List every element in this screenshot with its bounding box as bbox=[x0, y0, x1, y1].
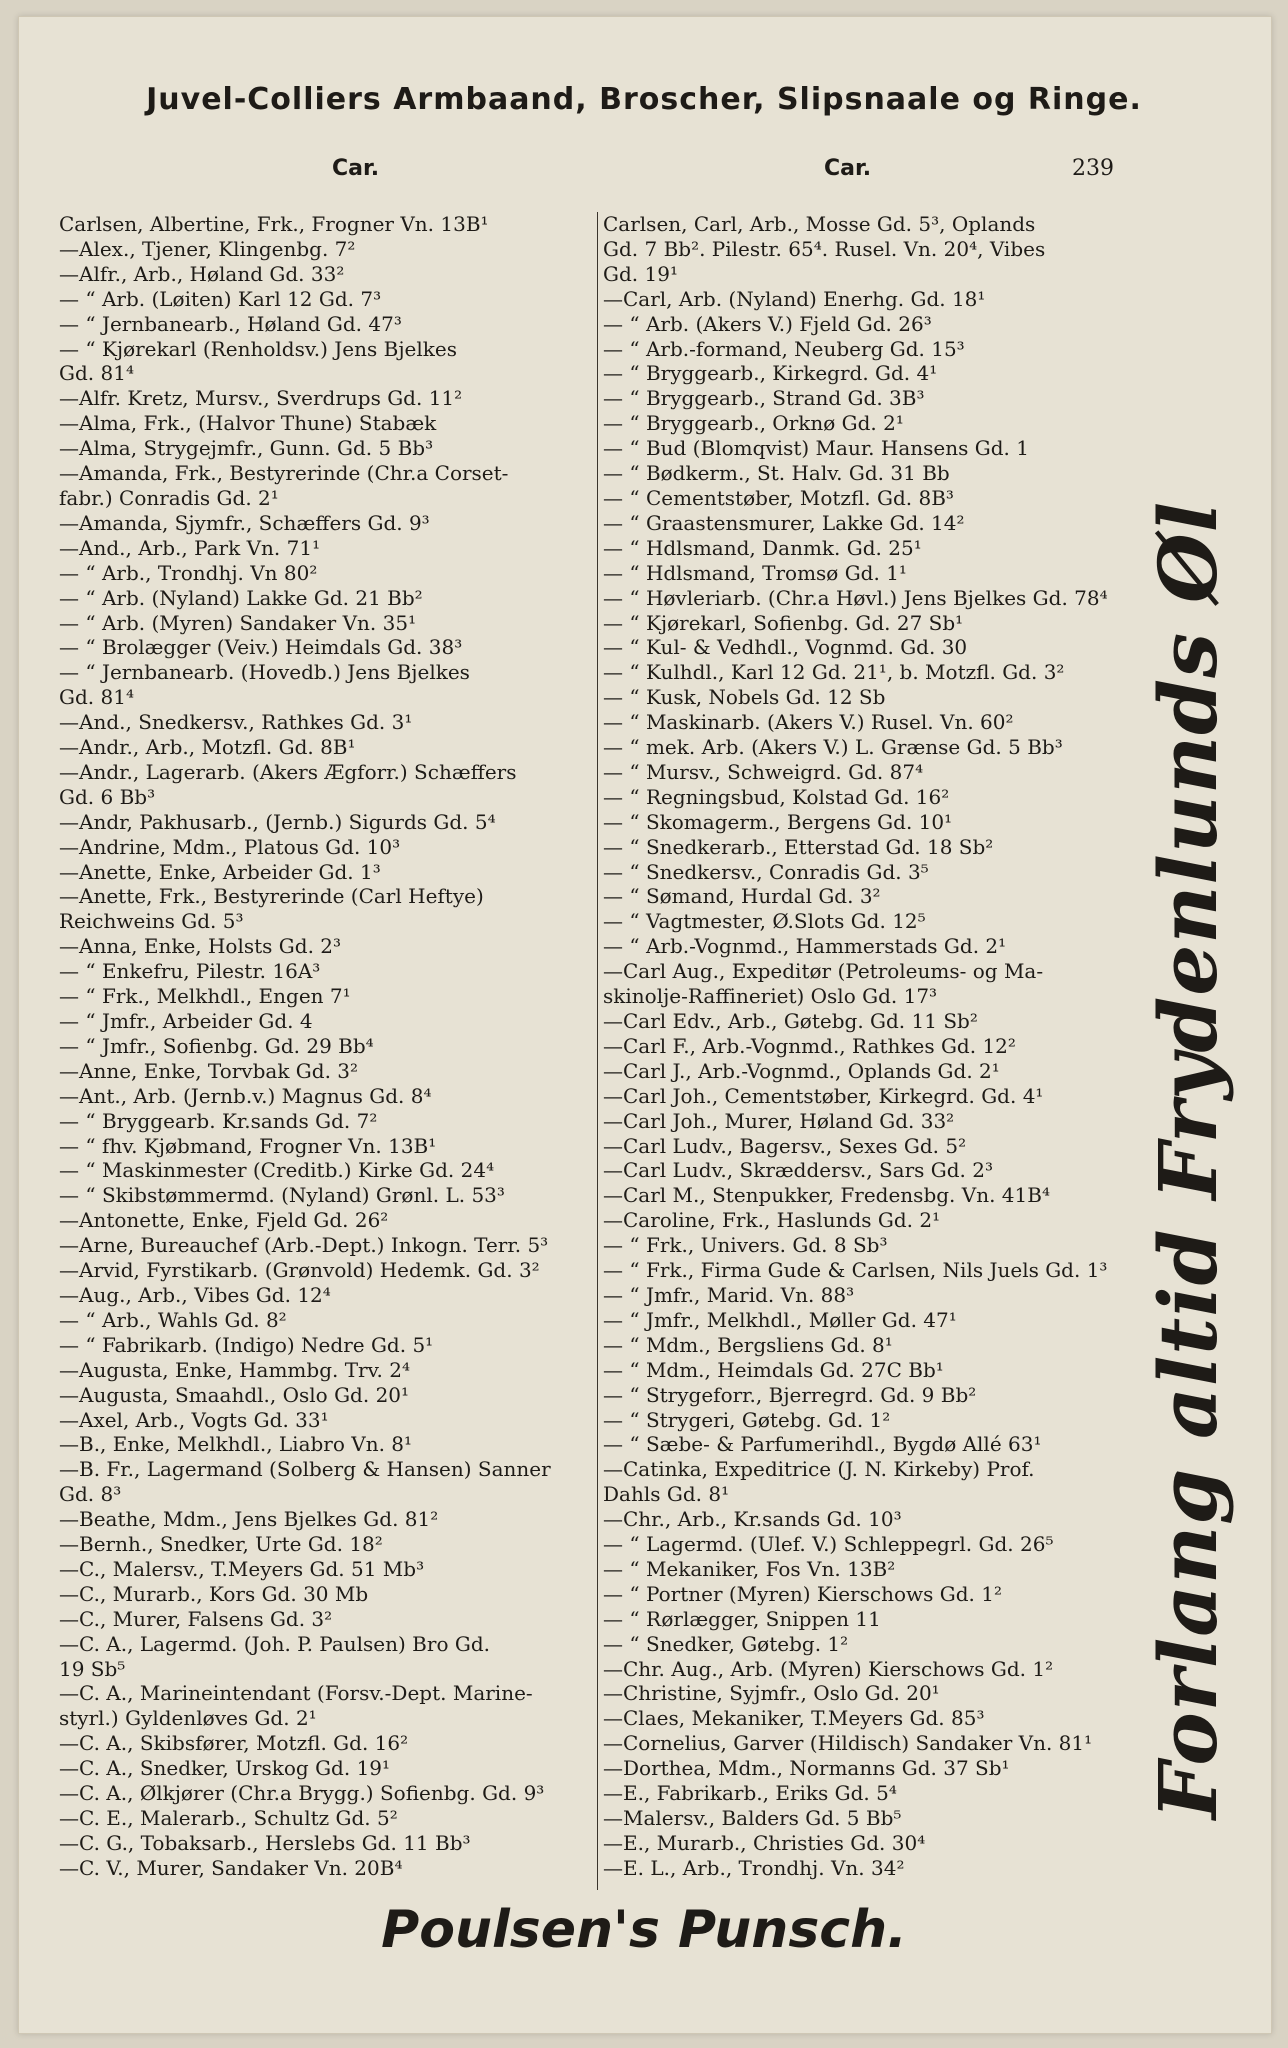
right-column-header: Car. bbox=[824, 156, 872, 181]
directory-entry: — “ Jernbanearb., Høland Gd. 47³ bbox=[59, 311, 402, 336]
directory-entry: —Carl Joh., Murer, Høland Gd. 33² bbox=[603, 1108, 955, 1133]
directory-entry: — “ Frk., Firma Gude & Carlsen, Nils Juels Gd. 1³ bbox=[603, 1258, 1108, 1283]
directory-entry: —Anne, Enke, Torvbak Gd. 3² bbox=[59, 1058, 359, 1083]
directory-entry: — “ Sømand, Hurdal Gd. 3² bbox=[603, 884, 881, 909]
directory-entry: — “ Frk., Univers. Gd. 8 Sb³ bbox=[603, 1233, 888, 1258]
directory-entry: — “ Arb. (Myren) Sandaker Vn. 35¹ bbox=[59, 610, 417, 635]
top-advertisement-banner: Juvel-Colliers Armbaand, Broscher, Slipsnaale og Ringe. bbox=[146, 82, 1142, 117]
directory-entry: Gd. 7 Bb². Pilestr. 65⁴. Rusel. Vn. 20⁴, Vibes bbox=[603, 236, 1046, 261]
directory-entry: — “ Arb.-Vognmd., Hammerstads Gd. 2¹ bbox=[603, 934, 1007, 959]
directory-entry: — “ Strygeri, Gøtebg. Gd. 1² bbox=[603, 1407, 891, 1432]
directory-entry: —Malersv., Balders Gd. 5 Bb⁵ bbox=[603, 1806, 902, 1830]
directory-entry: — “ Mursv., Schweigrd. Gd. 87⁴ bbox=[603, 759, 924, 784]
directory-entry: —Anette, Enke, Arbeider Gd. 1³ bbox=[59, 859, 381, 884]
directory-entry: — “ Snedkersv., Conradis Gd. 3⁵ bbox=[603, 859, 929, 884]
directory-entry: — “ Enkefru, Pilestr. 16A³ bbox=[59, 959, 321, 984]
directory-entry: —Catinka, Expeditrice (J. N. Kirkeby) Prof. bbox=[603, 1457, 1035, 1482]
directory-entry: —Chr., Arb., Kr.sands Gd. 10³ bbox=[603, 1507, 902, 1532]
directory-entry: —Andrine, Mdm., Platous Gd. 10³ bbox=[59, 834, 401, 859]
directory-entry: —Amanda, Sjymfr., Schæffers Gd. 9³ bbox=[59, 510, 430, 535]
directory-entry: — “ Jmfr., Melkhdl., Møller Gd. 47¹ bbox=[603, 1307, 957, 1332]
directory-entry: —And., Snedkersv., Rathkes Gd. 3¹ bbox=[59, 710, 413, 735]
directory-entry: — “ Arb. (Akers V.) Fjeld Gd. 26³ bbox=[603, 311, 932, 336]
directory-entry: — “ mek. Arb. (Akers V.) L. Grænse Gd. 5 Bb³ bbox=[603, 735, 1063, 760]
directory-entry: — “ Arb. (Løiten) Karl 12 Gd. 7³ bbox=[59, 286, 382, 311]
directory-entry: Gd. 81⁴ bbox=[59, 685, 134, 710]
directory-entry: — “ Regningsbud, Kolstad Gd. 16² bbox=[603, 784, 950, 809]
directory-entry: — “ Arb., Trondhj. Vn 80² bbox=[59, 560, 318, 585]
directory-entry: —Carl Edv., Arb., Gøtebg. Gd. 11 Sb² bbox=[603, 1009, 978, 1033]
directory-entry: — “ Skibstømmermd. (Nyland) Grønl. L. 53³ bbox=[59, 1183, 505, 1208]
directory-entry: — “ Arb., Wahls Gd. 8² bbox=[59, 1307, 287, 1332]
directory-entry: —Christine, Syjmfr., Oslo Gd. 20¹ bbox=[603, 1681, 940, 1706]
directory-entry: —Alfr. Kretz, Mursv., Sverdrups Gd. 11² bbox=[59, 386, 463, 411]
directory-entry: — “ Vagtmester, Ø.Slots Gd. 12⁵ bbox=[603, 909, 926, 934]
directory-entry: —Andr, Pakhusarb., (Jernb.) Sigurds Gd. 5⁴ bbox=[59, 809, 496, 834]
directory-entry: —Andr., Lagerarb. (Akers Ægforr.) Schæffers bbox=[59, 759, 517, 784]
directory-entry: —C. G., Tobaksarb., Herslebs Gd. 11 Bb³ bbox=[59, 1830, 471, 1855]
page-number: 239 bbox=[1072, 156, 1114, 181]
directory-entry: —Claes, Mekaniker, T.Meyers Gd. 85³ bbox=[603, 1706, 985, 1731]
directory-entry: styrl.) Gyldenløves Gd. 2¹ bbox=[59, 1706, 317, 1731]
directory-entry: —Carl Ludv., Skræddersv., Sars Gd. 2³ bbox=[603, 1158, 993, 1183]
directory-entry: —Alex., Tjener, Klingenbg. 7² bbox=[59, 236, 356, 261]
directory-entry: —Bernh., Snedker, Urte Gd. 18² bbox=[59, 1532, 383, 1557]
directory-entry: —Alfr., Arb., Høland Gd. 33² bbox=[59, 261, 345, 286]
directory-entry: Dahls Gd. 8¹ bbox=[603, 1482, 730, 1507]
directory-entry: —Carl Joh., Cementstøber, Kirkegrd. Gd. 4¹ bbox=[603, 1083, 1044, 1108]
directory-entry: Gd. 81⁴ bbox=[59, 361, 134, 386]
directory-entry: — “ Jmfr., Marid. Vn. 88³ bbox=[603, 1282, 855, 1307]
directory-entry: —C., Murer, Falsens Gd. 3² bbox=[59, 1606, 333, 1631]
directory-entry: — “ Skomagerm., Bergens Gd. 10¹ bbox=[603, 809, 953, 834]
directory-entry: fabr.) Conradis Gd. 2¹ bbox=[59, 485, 279, 510]
directory-entry: — “ Mdm., Heimdals Gd. 27C Bb¹ bbox=[603, 1357, 944, 1382]
directory-entry: — “ Jernbanearb. (Hovedb.) Jens Bjelkes bbox=[59, 660, 470, 685]
directory-entry: — “ Hdlsmand, Tromsø Gd. 1¹ bbox=[603, 560, 907, 585]
directory-entry: —C., Malersv., T.Meyers Gd. 51 Mb³ bbox=[59, 1556, 425, 1581]
directory-entry: —B., Enke, Melkhdl., Liabro Vn. 8¹ bbox=[59, 1432, 413, 1457]
left-column-header: Car. bbox=[332, 156, 380, 181]
directory-entry: — “ Jmfr., Sofienbg. Gd. 29 Bb⁴ bbox=[59, 1033, 374, 1058]
directory-entry: — “ Kjørekarl, Sofienbg. Gd. 27 Sb¹ bbox=[603, 610, 964, 635]
column-divider bbox=[597, 212, 598, 1890]
directory-entry: —Augusta, Enke, Hammbg. Trv. 2⁴ bbox=[59, 1357, 410, 1382]
directory-entry: — “ Strygeforr., Bjerregrd. Gd. 9 Bb² bbox=[603, 1382, 977, 1407]
directory-entry: —Carl Ludv., Bagersv., Sexes Gd. 5² bbox=[603, 1133, 967, 1158]
directory-entry: —Andr., Arb., Motzfl. Gd. 8B¹ bbox=[59, 735, 356, 760]
directory-entry: — “ Kjørekarl (Renholdsv.) Jens Bjelkes bbox=[59, 336, 457, 361]
directory-entry: — “ Frk., Melkhdl., Engen 7¹ bbox=[59, 984, 351, 1009]
directory-entry: Gd. 19¹ bbox=[603, 261, 678, 286]
directory-entry: —Alma, Frk., (Halvor Thune) Stabæk bbox=[59, 411, 437, 436]
side-advertisement: Forlang altid Frydenlunds Øl bbox=[1141, 500, 1235, 1820]
directory-entry: —C., Murarb., Kors Gd. 30 Mb bbox=[59, 1581, 369, 1606]
directory-entry: — “ Bud (Blomqvist) Maur. Hansens Gd. 1 bbox=[603, 436, 1029, 461]
directory-entry: —E., Murarb., Christies Gd. 30⁴ bbox=[603, 1830, 926, 1855]
directory-entry: — “ Lagermd. (Ulef. V.) Schleppegrl. Gd. 26⁵ bbox=[603, 1532, 1054, 1557]
directory-entry: —B. Fr., Lagermand (Solberg & Hansen) Sanner bbox=[59, 1457, 551, 1482]
directory-entry: — “ Maskinmester (Creditb.) Kirke Gd. 24⁴ bbox=[59, 1158, 495, 1183]
directory-entry: —C. A., Ølkjører (Chr.a Brygg.) Sofienbg. Gd. 9³ bbox=[59, 1781, 545, 1806]
directory-entry: —Carl, Arb. (Nyland) Enerhg. Gd. 18¹ bbox=[603, 286, 986, 311]
directory-entry: —C. E., Malerarb., Schultz Gd. 5² bbox=[59, 1806, 398, 1830]
left-directory-column bbox=[59, 212, 595, 1881]
directory-entry: —E., Fabrikarb., Eriks Gd. 5⁴ bbox=[603, 1781, 897, 1806]
directory-entry: — “ Brolægger (Veiv.) Heimdals Gd. 38³ bbox=[59, 635, 463, 660]
directory-entry: —Beathe, Mdm., Jens Bjelkes Gd. 81² bbox=[59, 1507, 439, 1532]
directory-entry: — “ Mdm., Bergsliens Gd. 8¹ bbox=[603, 1332, 893, 1357]
directory-entry: —Augusta, Smaahdl., Oslo Gd. 20¹ bbox=[59, 1382, 410, 1407]
directory-entry: — “ Fabrikarb. (Indigo) Nedre Gd. 5¹ bbox=[59, 1332, 434, 1357]
directory-entry: — “ Portner (Myren) Kierschows Gd. 1² bbox=[603, 1581, 1002, 1606]
directory-entry: —C. A., Snedker, Urskog Gd. 19¹ bbox=[59, 1756, 391, 1781]
directory-entry: — “ Hdlsmand, Danmk. Gd. 25¹ bbox=[603, 535, 922, 560]
directory-entry: — “ Mekaniker, Fos Vn. 13B² bbox=[603, 1556, 896, 1581]
directory-entry: — “ Bryggearb. Kr.sands Gd. 7² bbox=[59, 1108, 378, 1133]
directory-entry: — “ Cementstøber, Motzfl. Gd. 8B³ bbox=[603, 485, 954, 510]
directory-entry: —C. A., Lagermd. (Joh. P. Paulsen) Bro Gd. bbox=[59, 1631, 490, 1656]
directory-entry: —C. A., Marineintendant (Forsv.-Dept. Marine- bbox=[59, 1681, 533, 1706]
directory-entry: —Carl F., Arb.-Vognmd., Rathkes Gd. 12² bbox=[603, 1033, 1016, 1058]
directory-entry: — “ Kulhdl., Karl 12 Gd. 21¹, b. Motzfl. Gd. 3² bbox=[603, 660, 1065, 685]
directory-entry: Gd. 8³ bbox=[59, 1482, 122, 1507]
directory-entry: —Ant., Arb. (Jernb.v.) Magnus Gd. 8⁴ bbox=[59, 1083, 432, 1108]
directory-entry: —Dorthea, Mdm., Normanns Gd. 37 Sb¹ bbox=[603, 1756, 1010, 1781]
directory-entry: — “ Arb. (Nyland) Lakke Gd. 21 Bb² bbox=[59, 585, 423, 610]
directory-entry: — “ Snedker, Gøtebg. 1² bbox=[603, 1631, 849, 1656]
directory-entry: — “ Bryggearb., Strand Gd. 3B³ bbox=[603, 386, 925, 411]
directory-entry: — “ Kul- & Vedhdl., Vognmd. Gd. 30 bbox=[603, 635, 968, 660]
directory-entry: —Alma, Strygejmfr., Gunn. Gd. 5 Bb³ bbox=[59, 436, 434, 461]
directory-entry: — “ Bødkerm., St. Halv. Gd. 31 Bb bbox=[603, 461, 950, 486]
directory-entry: —Carl Aug., Expeditør (Petroleums- og Ma- bbox=[603, 959, 1044, 984]
directory-entry: —Cornelius, Garver (Hildisch) Sandaker Vn. 81¹ bbox=[603, 1731, 1093, 1756]
directory-entry: Gd. 6 Bb³ bbox=[59, 784, 156, 809]
bottom-advertisement: Poulsen's Punsch. bbox=[381, 1900, 907, 1960]
directory-entry: —C. V., Murer, Sandaker Vn. 20B⁴ bbox=[59, 1855, 403, 1880]
directory-entry: —Arvid, Fyrstikarb. (Grønvold) Hedemk. Gd. 3² bbox=[59, 1258, 540, 1283]
directory-entry: — “ Snedkerarb., Etterstad Gd. 18 Sb² bbox=[603, 834, 994, 859]
directory-entry: — “ Høvleriarb. (Chr.a Høvl.) Jens Bjelkes Gd. 78⁴ bbox=[603, 585, 1108, 610]
directory-entry: — “ Rørlægger, Snippen 11 bbox=[603, 1606, 881, 1631]
directory-entry: —E. L., Arb., Trondhj. Vn. 34² bbox=[603, 1855, 905, 1880]
directory-entry: — “ Bryggearb., Orknø Gd. 2¹ bbox=[603, 411, 904, 436]
directory-entry: —Antonette, Enke, Fjeld Gd. 26² bbox=[59, 1208, 389, 1233]
directory-entry: —Carl M., Stenpukker, Fredensbg. Vn. 41B⁴ bbox=[603, 1183, 1050, 1208]
directory-entry: — “ Jmfr., Arbeider Gd. 4 bbox=[59, 1009, 313, 1033]
directory-entry: — “ Graastensmurer, Lakke Gd. 14² bbox=[603, 510, 965, 535]
directory-entry: — “ Kusk, Nobels Gd. 12 Sb bbox=[603, 685, 886, 710]
directory-entry: — “ Arb.-formand, Neuberg Gd. 15³ bbox=[603, 336, 965, 361]
directory-entry: —Carl J., Arb.-Vognmd., Oplands Gd. 2¹ bbox=[603, 1058, 1000, 1083]
directory-entry: —Arne, Bureauchef (Arb.-Dept.) Inkogn. Terr. 5³ bbox=[59, 1233, 549, 1258]
directory-entry: 19 Sb⁵ bbox=[59, 1656, 126, 1681]
directory-entry: —Chr. Aug., Arb. (Myren) Kierschows Gd. 1² bbox=[603, 1656, 1054, 1681]
directory-entry: —And., Arb., Park Vn. 71¹ bbox=[59, 535, 321, 560]
directory-entry: — “ Sæbe- & Parfumerihdl., Bygdø Allé 63¹ bbox=[603, 1432, 1042, 1457]
directory-entry: —Axel, Arb., Vogts Gd. 33¹ bbox=[59, 1407, 329, 1432]
directory-entry: Carlsen, Carl, Arb., Mosse Gd. 5³, Oplands bbox=[603, 212, 1036, 236]
directory-entry: —Anette, Frk., Bestyrerinde (Carl Heftye) bbox=[59, 884, 484, 909]
directory-entry: —Aug., Arb., Vibes Gd. 12⁴ bbox=[59, 1282, 331, 1307]
directory-entry: — “ Bryggearb., Kirkegrd. Gd. 4¹ bbox=[603, 361, 938, 386]
directory-entry: Reichweins Gd. 5³ bbox=[59, 909, 244, 934]
directory-entry: —Anna, Enke, Holsts Gd. 2³ bbox=[59, 934, 342, 959]
right-directory-column bbox=[603, 212, 1125, 1881]
directory-entry: skinolje-Raffineriet) Oslo Gd. 17³ bbox=[603, 984, 938, 1009]
directory-entry: —Amanda, Frk., Bestyrerinde (Chr.a Corset- bbox=[59, 461, 509, 486]
directory-entry: — “ fhv. Kjøbmand, Frogner Vn. 13B¹ bbox=[59, 1133, 437, 1158]
directory-entry: —Caroline, Frk., Haslunds Gd. 2¹ bbox=[603, 1208, 941, 1233]
directory-entry: Carlsen, Albertine, Frk., Frogner Vn. 13B¹ bbox=[59, 212, 489, 236]
directory-entry: —C. A., Skibsfører, Motzfl. Gd. 16² bbox=[59, 1731, 409, 1756]
directory-entry: — “ Maskinarb. (Akers V.) Rusel. Vn. 60² bbox=[603, 710, 1014, 735]
